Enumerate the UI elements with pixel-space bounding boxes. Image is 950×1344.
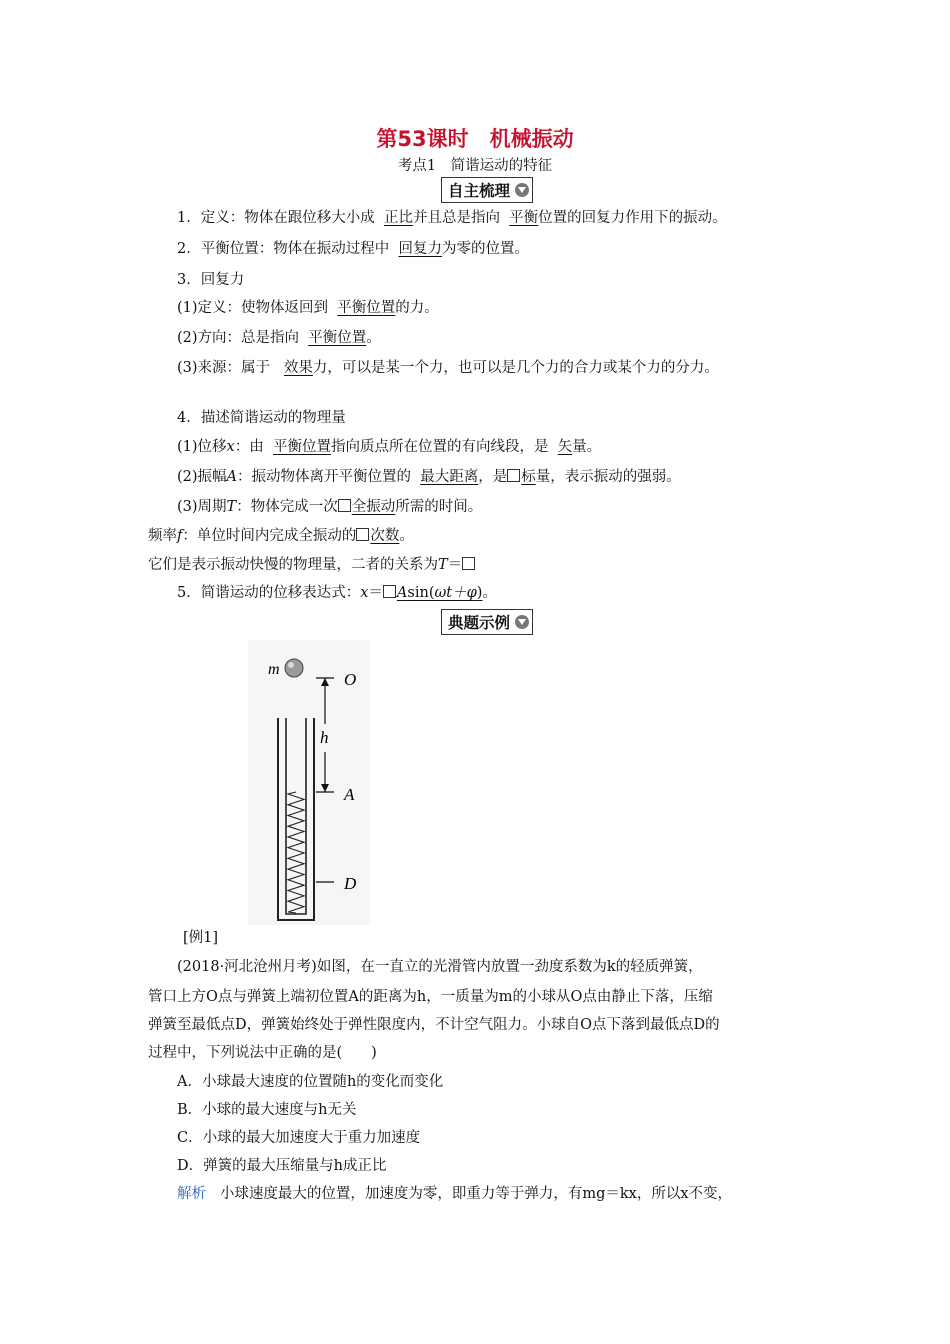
blank-box (462, 557, 475, 570)
point-o-label: O (344, 670, 357, 689)
blank-box (338, 499, 351, 512)
mass-label: m (268, 661, 280, 678)
analysis-line (177, 1182, 732, 1203)
frequency-line: 频率f：单位时间内完成全振动的 次数。 (148, 528, 414, 544)
ball (285, 659, 303, 677)
option-c: C．小球的最大加速度大于重力加速度 (177, 1130, 421, 1146)
problem-line-3: 弹簧至最低点D，弹簧始终处于弹性限度内，不计空气阻力。小球自O点下落到最低点D的 (148, 1017, 720, 1033)
analysis-label: 解析 (177, 1186, 206, 1202)
problem-line-4: 过程中，下列说法中正确的是( ) (148, 1045, 377, 1061)
section-header-self-study (441, 177, 533, 203)
section-header-label: 典题示例 (448, 614, 511, 632)
period-line: (3)周期T：物体完成一次 全振动所需的时间。 (177, 499, 483, 515)
analysis-text: 小球速度最大的位置，加速度为零，即重力等于弹力，有mg＝kx，所以x不变， (219, 1186, 732, 1202)
option-a: A．小球最大速度的位置随h的变化而变化 (177, 1074, 444, 1090)
spring-tube-figure (248, 640, 370, 925)
example-label: [例1] (183, 930, 219, 946)
option-d: D．弹簧的最大压缩量与h成正比 (177, 1158, 387, 1174)
section-header-label: 自主梳理 (448, 182, 511, 200)
amplitude-line: (2)振幅A：振动物体离开平衡位置的 最大距离，是 标量，表示振动的强弱。 (177, 469, 681, 485)
relation-line: 它们是表示振动快慢的物理量，二者的关系为T＝ (148, 553, 476, 574)
blank-box (356, 528, 369, 541)
restoring-force-direction: (2)方向：总是指向 平衡位置。 (177, 330, 381, 346)
section-header-examples (441, 609, 533, 635)
point-a-label: A (344, 785, 355, 804)
chevron-down-icon (515, 615, 529, 629)
definition-line: 1．定义：物体在跟位移大小成 正比并且总是指向 平衡位置的回复力作用下的振动。 (177, 210, 727, 226)
ball-highlight (288, 662, 294, 668)
restoring-force-definition: (1)定义：使物体返回到 平衡位置的力。 (177, 300, 439, 316)
point-d-label: D (344, 874, 357, 893)
problem-line-1: (2018·河北沧州月考)如图，在一直立的光滑管内放置一劲度系数为k的轻质弹簧， (177, 959, 703, 975)
height-label: h (320, 728, 329, 747)
physical-quantities-heading: 4．描述简谐运动的物理量 (177, 410, 346, 426)
page-title: 第53课时 机械振动 (376, 127, 574, 151)
restoring-force-source: (3)来源：属于 效果力，可以是某一个力，也可以是几个力的合力或某个力的分力。 (177, 360, 719, 376)
equilibrium-line: 2．平衡位置：物体在振动过程中 回复力为零的位置。 (177, 241, 529, 257)
chevron-down-icon (515, 183, 529, 197)
problem-line-2: 管口上方O点与弹簧上端初位置A的距离为h，一质量为m的小球从O点由静止下落，压缩 (148, 989, 713, 1005)
option-b: B．小球的最大速度与h无关 (177, 1102, 357, 1118)
page-subtitle: 考点1 简谐运动的特征 (397, 158, 553, 174)
displacement-expression-line: 5．简谐运动的位移表达式：x＝ Asin(ωt＋φ)。 (177, 585, 497, 601)
displacement-line: (1)位移x：由 平衡位置指向质点所在位置的有向线段，是 矢量。 (177, 439, 602, 455)
restoring-force-heading: 3．回复力 (177, 272, 245, 288)
blank-box (507, 469, 520, 482)
blank-box (383, 585, 396, 598)
